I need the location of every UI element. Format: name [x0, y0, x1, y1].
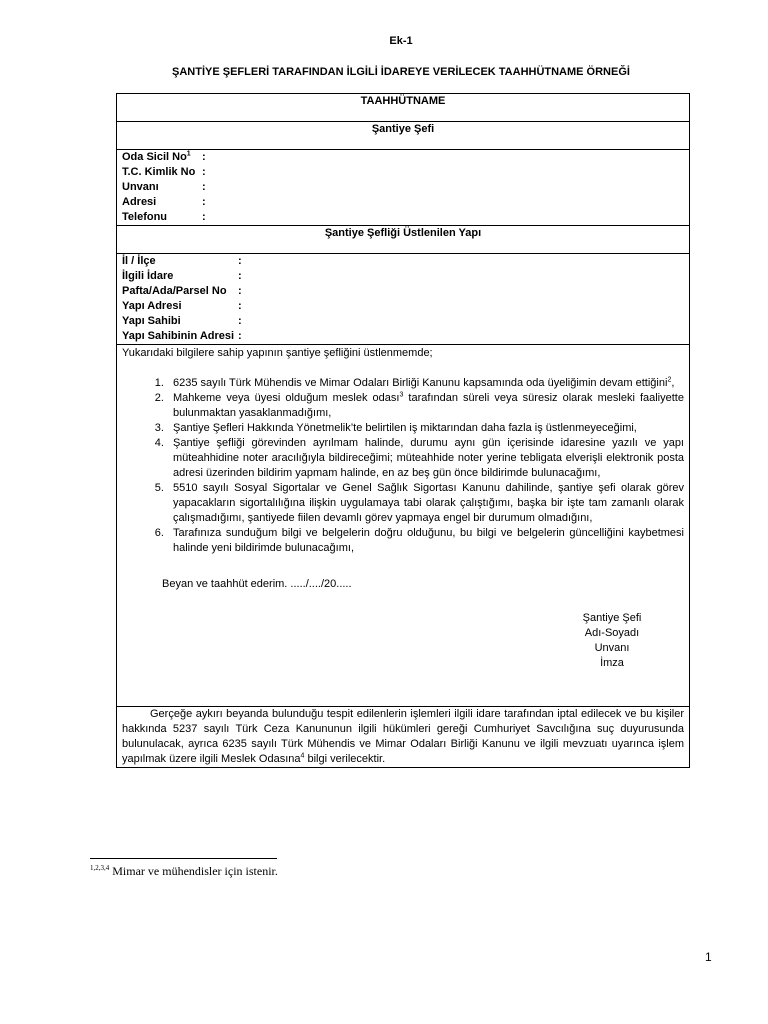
- form-heading: TAAHHÜTNAME: [117, 94, 690, 122]
- document-title: ŞANTİYE ŞEFLERİ TARAFINDAN İLGİLİ İDAREYE VERİLECEK TAAHHÜTNAME ÖRNEĞİ: [172, 66, 630, 78]
- page-number: 1: [705, 950, 712, 964]
- declaration-text: Beyan ve taahhüt ederim. ...../..../20.....: [162, 578, 352, 590]
- signature-sign: İmza: [600, 657, 624, 669]
- signature-role: Şantiye Şefi: [582, 612, 642, 624]
- signature-name: Adı-Soyadı: [584, 627, 640, 639]
- field-tc-kimlik: T.C. Kimlik No :: [122, 166, 206, 178]
- field-il-ilce: İl / İlçe :: [122, 255, 242, 267]
- footnote-divider: [90, 858, 277, 859]
- section-site-chief-title: Şantiye Şefi: [117, 122, 690, 150]
- list-item: 2. Mahkeme veya üyesi olduğum meslek odası$^3$ tarafından süreli veya süresiz olarak mesleki faaliyette bulunmaktan yasaklanmadığımı,: [167, 391, 684, 421]
- field-ilgili-idare: İlgili İdare :: [122, 270, 242, 282]
- commitment-list: [122, 376, 684, 556]
- annex-label: Ek-1: [389, 35, 413, 47]
- commitment-body: [117, 345, 690, 707]
- signature-title: Unvanı: [594, 642, 630, 654]
- signature-block: [562, 611, 662, 671]
- list-item: 4. Şantiye şefliği görevinden ayrılmam halinde, durumu aynı gün içerisinde idaresine yazılı ve yapı müteahhidine noter aracılığıyla bildireceğimi; müteahhide noter yerine tebligata elverişli elektronik posta adresi üzerinden bildirim yapmam halinde, en az beş gün önce bildirimde bulunacağımı,: [167, 436, 684, 481]
- field-yapi-adresi: Yapı Adresi :: [122, 300, 242, 312]
- field-yapi-sahibi-adresi: Yapı Sahibinin Adresi :: [122, 330, 242, 342]
- list-item: 3. Şantiye Şefleri Hakkında Yönetmelik’te belirtilen iş miktarından daha fazla iş üstlenmeyeceğimi,: [167, 421, 684, 436]
- footnote: $^{1,2,3,4}$ Mimar ve mühendisler için istenir.: [90, 864, 278, 878]
- list-item: 5. 5510 sayılı Sosyal Sigortalar ve Genel Sağlık Sigortası Kanunu dahilinde, şantiye şefi olarak görev yapacakların sigortalılığına ilişkin uygulamaya tabi olarak çalıştığımı, başka bir işte tam zamanlı olarak çalışmadığımı, şantiyede fiilen devamlı görev yapmaya engel bir durumum olmadığını,: [167, 481, 684, 526]
- field-telefon: Telefonu :: [122, 211, 206, 223]
- field-oda-sicil: Oda Sicil No$^1$ :: [122, 150, 206, 163]
- building-fields: [117, 254, 690, 345]
- list-item: 6. Tarafınıza sunduğum bilgi ve belgelerin doğru olduğunu, bu bilgi ve belgelerin güncelliğini kaybetmesi halinde yeni bildirimde bulunacağımı,: [167, 526, 684, 556]
- field-pafta-ada-parsel: Pafta/Ada/Parsel No :: [122, 285, 242, 297]
- list-item: 1. 6235 sayılı Türk Mühendis ve Mimar Odaları Birliği Kanunu kapsamında oda üyeliğimin devam ettiğini$^2$,: [167, 376, 684, 391]
- commitment-form: [116, 93, 690, 768]
- field-unvan: Unvanı :: [122, 181, 206, 193]
- field-adres: Adresi :: [122, 196, 206, 208]
- intro-text: Yukarıdaki bilgilere sahip yapının şantiye şefliğini üstlenmemde;: [122, 347, 433, 359]
- site-chief-fields: [117, 150, 690, 226]
- legal-warning: Gerçeğe aykırı beyanda bulunduğu tespit edilenlerin işlemleri ilgili idare tarafından iptal edilecek ve bu kişiler hakkında 5237 sayılı Türk Ceza Kanununun ilgili hükümleri gereği Cumhuriyet Savcılığına suç duyurusunda bulunulacak, ayrıca 6235 sayılı Türk Mühendis ve Mimar Odaları Birliği Kanunu ve ilgili mevzuatı uyarınca işlem yapılmak üzere ilgili Meslek Odasına$^4$ bilgi verilecektir.: [117, 707, 690, 768]
- field-yapi-sahibi: Yapı Sahibi :: [122, 315, 242, 327]
- section-building-title: Şantiye Şefliği Üstlenilen Yapı: [117, 226, 690, 254]
